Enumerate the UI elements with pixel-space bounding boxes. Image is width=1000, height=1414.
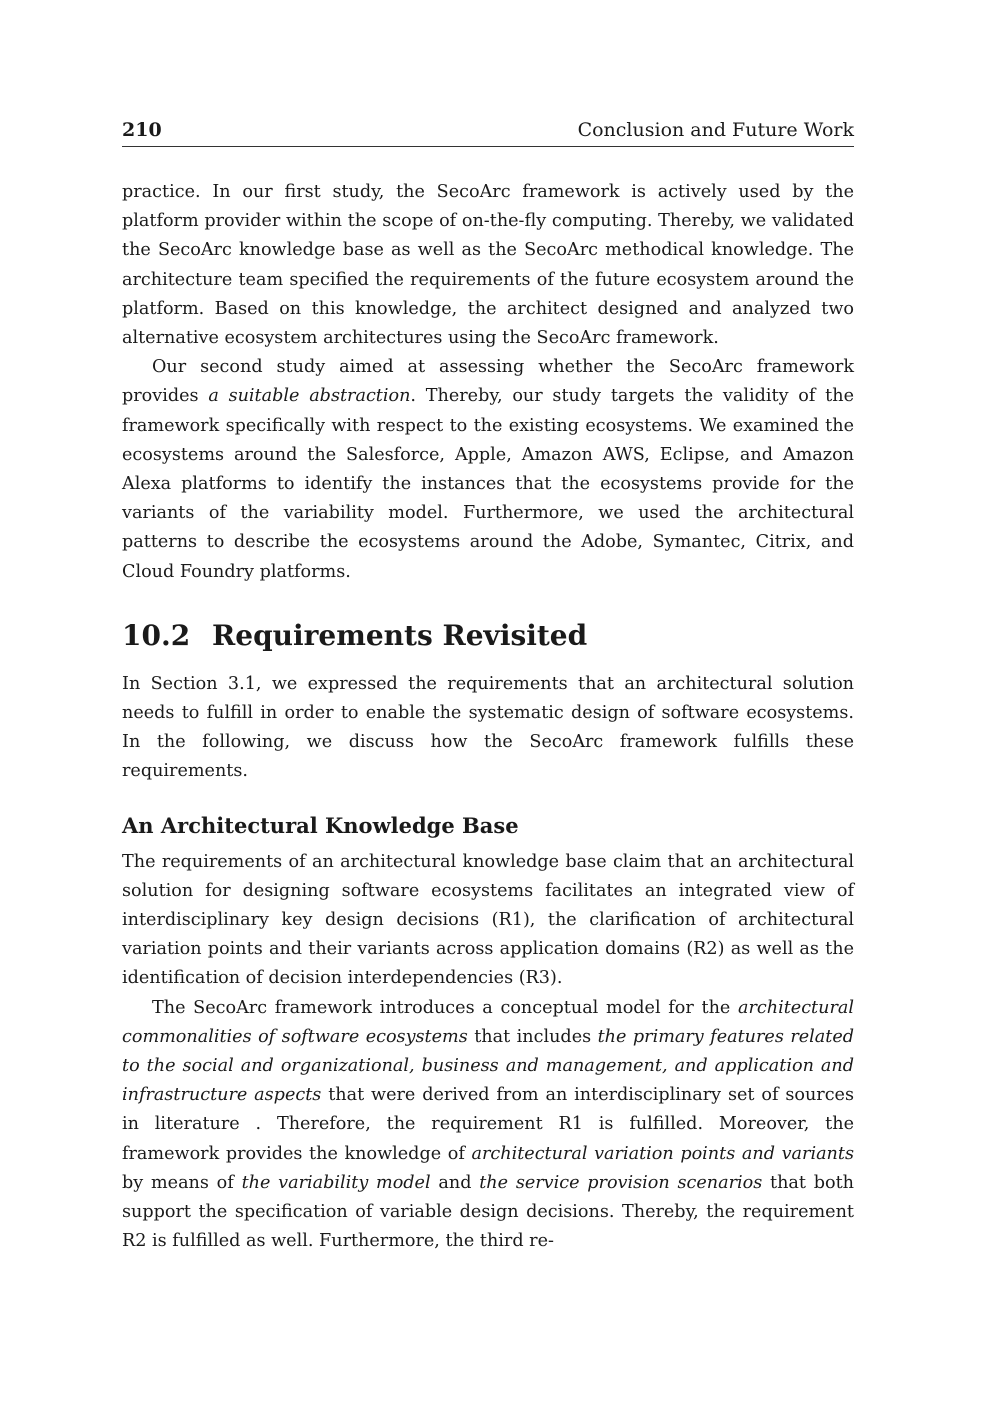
paragraph-secoarc-fulfillment (122, 994, 854, 1257)
running-header (122, 119, 854, 147)
text-run: that includes (467, 1026, 598, 1047)
text-run: The SecoArc framework introduces a conceptual model for the (152, 997, 739, 1018)
section-number: 10.2 (122, 618, 191, 652)
text-run: that were derived from an interdisciplinary set of sources in literature . Therefore, the requirement R1 is fulfilled. Moreover, the framework provides the knowledge of (122, 1085, 854, 1164)
text-run: and (430, 1172, 480, 1193)
emphasis-text: a suitable abstraction (208, 386, 411, 407)
emphasis-text: the variability model (241, 1172, 431, 1193)
paragraph-knowledge-base-requirements: The requirements of an architectural knowledge base claim that an architectural solution for designing software ecosystems facilitates an integrated view of interdisciplinary key design decisions (R1), the clarification of architectural variation points and their variants across application domains (R2) as well as the identification of decision interdependencies (R3). (122, 851, 854, 989)
emphasis-text: architectural commonalities of software ecosystems (122, 997, 854, 1047)
paragraph-first-study: practice. In our first study, the SecoArc framework is actively used by the platform provider within the scope of on-the-fly computing. Thereby, we validated the SecoArc knowledge base as well as the SecoArc methodical knowledge. The architecture team specified the requirements of the future ecosystem around the platform. Based on this knowledge, the architect designed and analyzed two alternative ecosystem architectures using the SecoArc framework. (122, 182, 854, 349)
text-run: that both support the specification of variable design decisions. Thereby, the requirement R2 is fulfilled as well. Furthermore, the third re- (122, 1172, 854, 1252)
text-run: Our second study aimed at assessing whether the SecoArc framework provides (122, 357, 854, 407)
page-content (122, 178, 854, 1257)
paragraph-requirements-intro: In Section 3.1, we expressed the requirements that an architectural solution needs to fulfill in order to enable the systematic design of software ecosystems. In the following, we discuss how the SecoArc framework fulfills these requirements. (122, 673, 854, 782)
paragraph-second-study (122, 353, 854, 587)
subsection-heading: An Architectural Knowledge Base (122, 812, 519, 838)
text-run: by means of (122, 1172, 242, 1193)
section-title: Requirements Revisited (212, 618, 588, 652)
running-title: Conclusion and Future Work (577, 119, 854, 141)
emphasis-text: the primary features related to the social and organizational, business and management, and application and infrastructure aspects (122, 1026, 855, 1106)
page-number: 210 (122, 119, 162, 141)
text-run: . Thereby, our study targets the validity of the framework specifically with respect to the existing ecosystems. We examined the ecosystems around the Salesforce, Apple, Amazon AWS, Eclipse, and Amazon Alexa platforms to identify the instances that the ecosystems provide for the variants of the variability model. Furthermore, we used the architectural patterns to describe the ecosystems around the Adobe, Symantec, Citrix, and Cloud Foundry platforms. (122, 386, 854, 582)
emphasis-text: the service provision scenarios (479, 1172, 763, 1193)
emphasis-text: architectural variation points and variants (471, 1143, 854, 1164)
section-heading (122, 619, 854, 652)
